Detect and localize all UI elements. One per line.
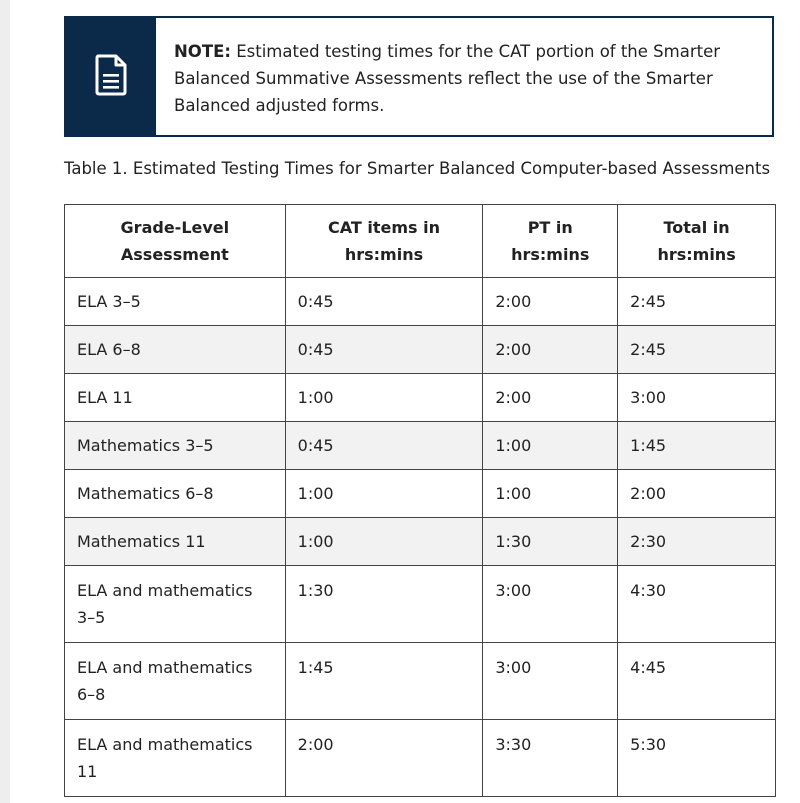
table-row [65, 566, 776, 643]
cell-assessment: Mathematics 6–8 [65, 470, 286, 518]
table-row [65, 422, 776, 470]
cell-cat: 1:00 [285, 518, 483, 566]
cell-cat: 0:45 [285, 422, 483, 470]
testing-times-table [64, 204, 776, 797]
cell-pt: 1:30 [483, 518, 618, 566]
cell-assessment: ELA 6–8 [65, 326, 286, 374]
table-row [65, 374, 776, 422]
cell-total: 1:45 [618, 422, 776, 470]
table-caption: Table 1. Estimated Testing Times for Smarter Balanced Computer-based Assessments [64, 159, 771, 178]
cell-cat: 0:45 [285, 278, 483, 326]
cell-cat: 0:45 [285, 326, 483, 374]
table-row [65, 518, 776, 566]
cell-total: 2:45 [618, 278, 776, 326]
cell-cat: 1:00 [285, 374, 483, 422]
column-header-grade-level: Grade-Level Assessment [65, 205, 286, 278]
note-callout [64, 16, 774, 137]
cell-assessment: ELA 3–5 [65, 278, 286, 326]
cell-pt: 2:00 [483, 326, 618, 374]
cell-total: 2:30 [618, 518, 776, 566]
cell-pt: 3:00 [483, 643, 618, 720]
column-header-cat-items: CAT items in hrs:mins [285, 205, 483, 278]
cell-total: 2:45 [618, 326, 776, 374]
cell-assessment: ELA 11 [65, 374, 286, 422]
page-left-strip [0, 0, 10, 803]
cell-assessment: ELA and mathematics 11 [65, 720, 286, 797]
table-row [65, 720, 776, 797]
note-label: NOTE: [174, 42, 231, 61]
note-icon-panel [66, 18, 156, 135]
note-text [174, 38, 752, 119]
table-row [65, 643, 776, 720]
cell-assessment: ELA and mathematics 3–5 [65, 566, 286, 643]
cell-total: 2:00 [618, 470, 776, 518]
cell-total: 4:45 [618, 643, 776, 720]
cell-total: 3:00 [618, 374, 776, 422]
cell-pt: 1:00 [483, 470, 618, 518]
cell-pt: 1:00 [483, 422, 618, 470]
cell-pt: 2:00 [483, 278, 618, 326]
cell-assessment: Mathematics 11 [65, 518, 286, 566]
cell-cat: 1:45 [285, 643, 483, 720]
cell-pt: 2:00 [483, 374, 618, 422]
cell-assessment: Mathematics 3–5 [65, 422, 286, 470]
table-row [65, 470, 776, 518]
document-icon [94, 54, 128, 100]
table-row [65, 278, 776, 326]
cell-pt: 3:00 [483, 566, 618, 643]
cell-assessment: ELA and mathematics 6–8 [65, 643, 286, 720]
cell-cat: 1:00 [285, 470, 483, 518]
cell-total: 4:30 [618, 566, 776, 643]
table-header-row [65, 205, 776, 278]
column-header-pt: PT in hrs:mins [483, 205, 618, 278]
cell-cat: 1:30 [285, 566, 483, 643]
cell-cat: 2:00 [285, 720, 483, 797]
table-row [65, 326, 776, 374]
cell-pt: 3:30 [483, 720, 618, 797]
cell-total: 5:30 [618, 720, 776, 797]
note-body: Estimated testing times for the CAT portion of the Smarter Balanced Summative Assessments reflect the use of the Smarter Balanced adjusted forms. [174, 42, 721, 115]
column-header-total: Total in hrs:mins [618, 205, 776, 278]
